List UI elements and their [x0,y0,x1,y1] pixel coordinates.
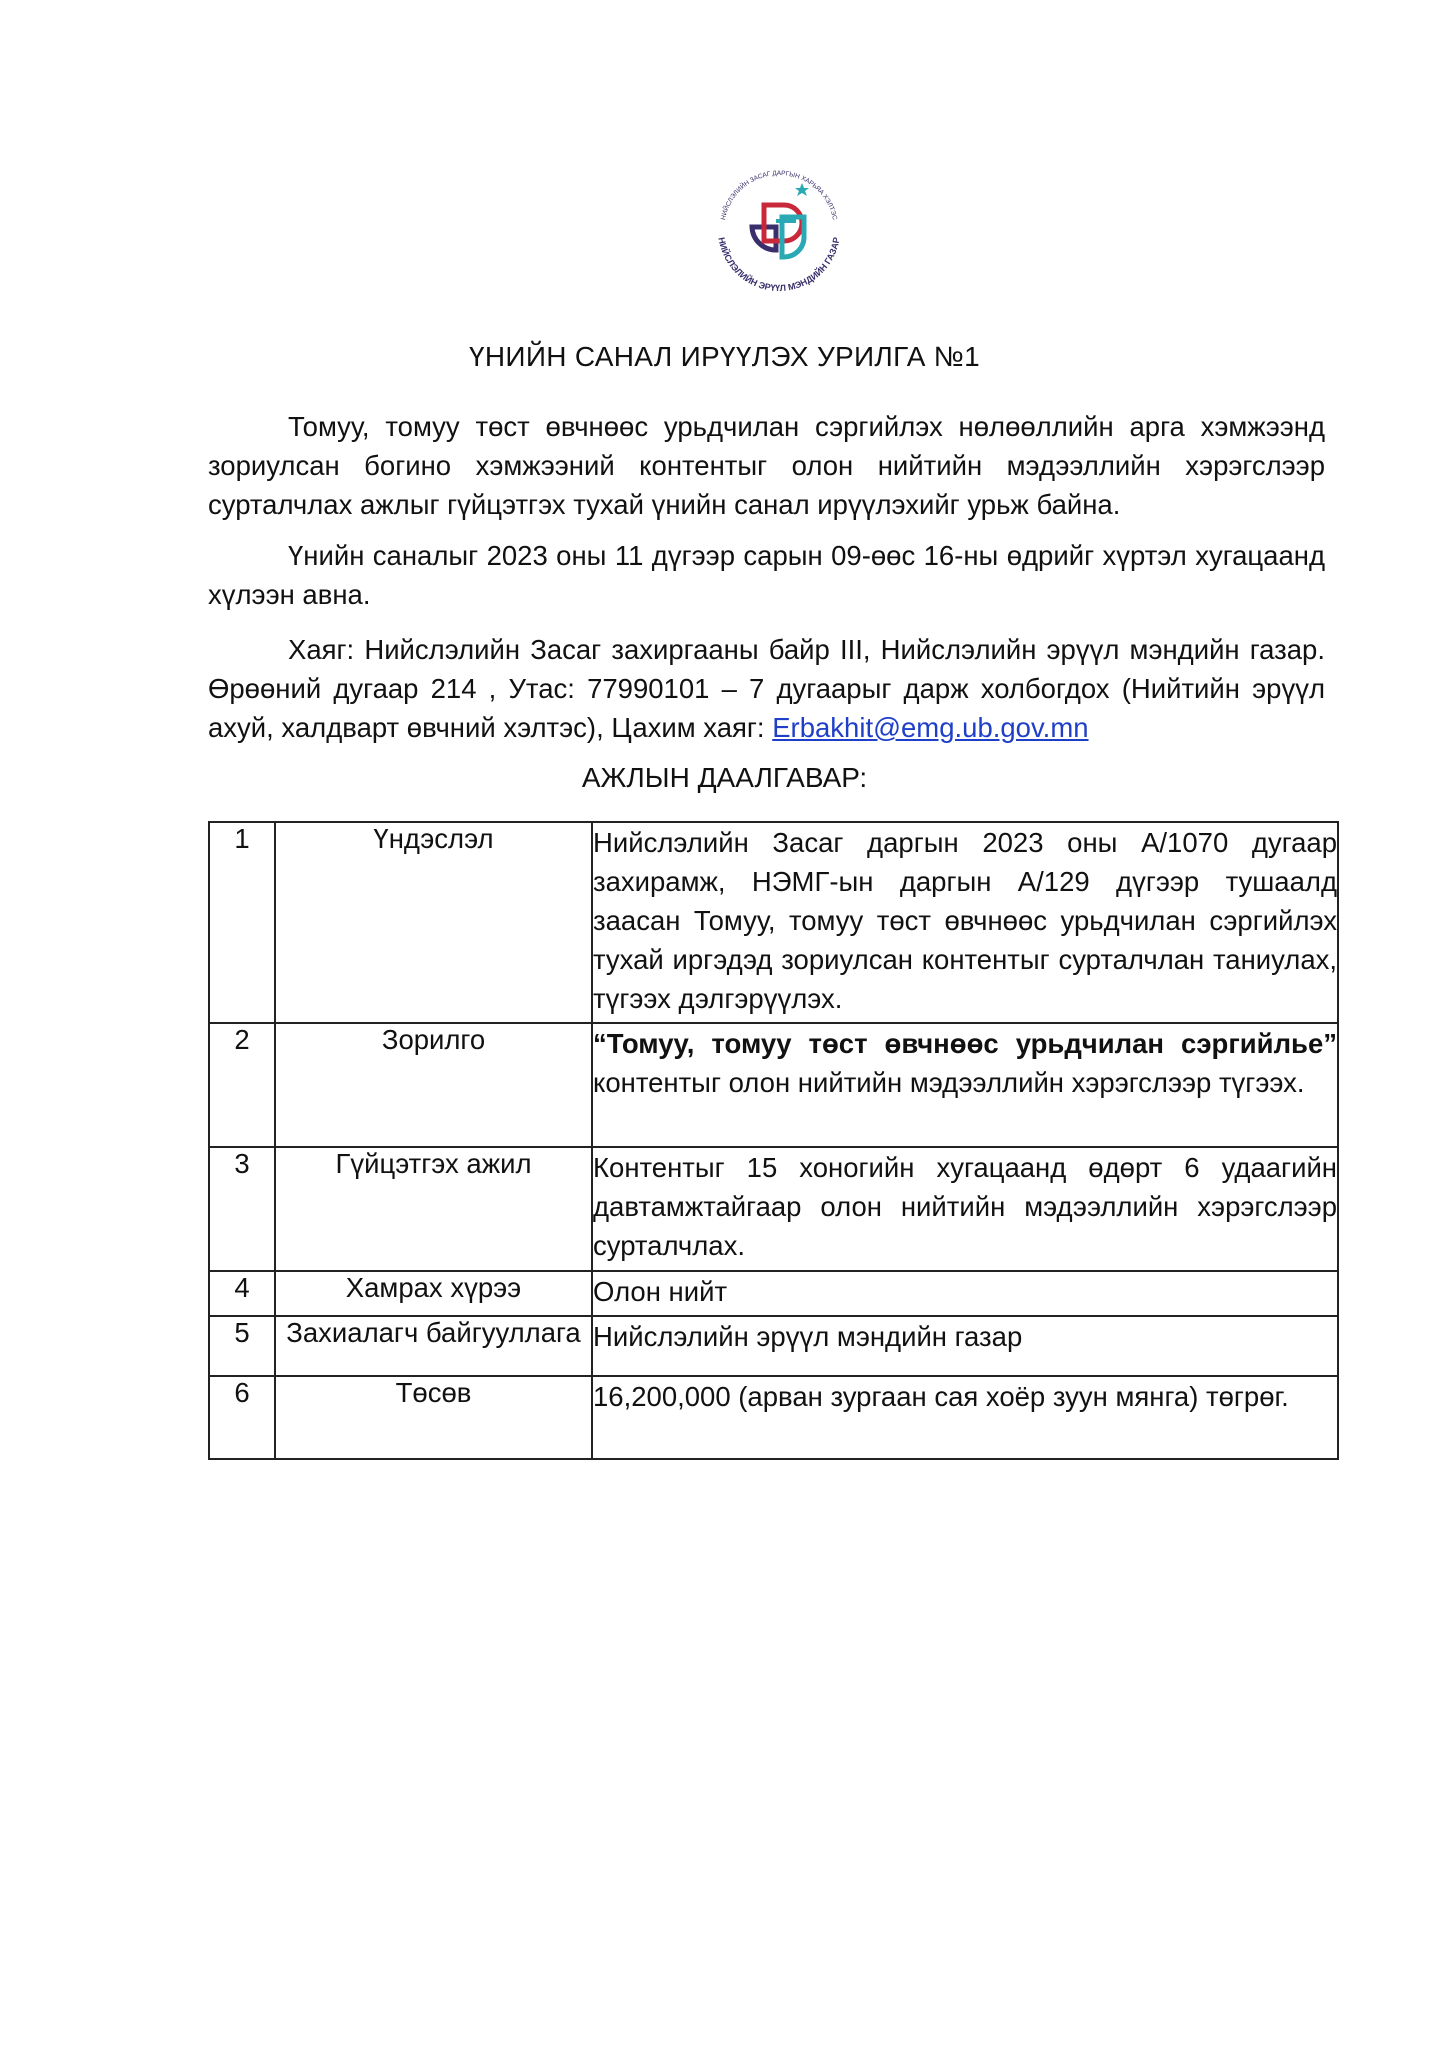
goal-title-bold: “Томуу, томуу төст өвчнөөс урьдчилан сэргийлье” [593,1028,1337,1059]
goal-text: контентыг олон нийтийн мэдээллийн хэрэгслээр түгээх. [593,1067,1305,1098]
document-title: ҮНИЙН САНАЛ ИРҮҮЛЭХ УРИЛГА №1 [469,341,980,372]
row-label: Зорилго [275,1023,592,1147]
row-description: Контентыг 15 хоногийн хугацаанд өдөрт 6 удаагийн давтамжтайгаар олон нийтийн мэдээллийн хэрэгслээр сурталчлах. [592,1147,1338,1271]
logo-ring-top-text: НИЙСЛЭЛИЙН ЗАСАГ ДАРГЫН ХАРЬЯА ХЭЛТЭС [719,170,839,221]
row-label: Хамрах хүрээ [275,1271,592,1316]
table-row [209,1271,1338,1316]
tasks-table [208,821,1339,1460]
deadline-paragraph: Үнийн саналыг 2023 оны 11 дүгээр сарын 09-өөс 16-ны өдрийг хүртэл хугацаанд хүлээн авна. [208,540,1325,610]
row-label: Төсөв [275,1376,592,1459]
row-description: 16,200,000 (арван зургаан сая хоёр зуун мянга) төгрөг. [592,1376,1338,1459]
row-number: 2 [209,1023,275,1147]
row-number: 1 [209,822,275,1023]
row-description [592,1023,1338,1147]
row-label: Захиалагч байгууллага [275,1316,592,1376]
address-paragraph [208,630,1325,747]
row-number: 4 [209,1271,275,1316]
logo-emblem-icon [704,155,854,305]
tasks-title: АЖЛЫН ДААЛГАВАР: [581,762,868,793]
table-row [209,1316,1338,1376]
table-row [209,1376,1338,1459]
row-number: 3 [209,1147,275,1271]
organization-logo [704,155,854,305]
table-row [209,822,1338,1023]
row-description: Олон нийт [592,1271,1338,1316]
address-text: Хаяг: Нийслэлийн Засаг захиргааны байр III, Нийслэлийн эрүүл мэндийн газар. Өрөөний дугаар 214 , Утас: 77990101 – 7 дугаарыг дарж холбогдох (Нийтийн эрүүл ахуй, халдварт өвчний хэлтэс), Цахим хаяг: [208,634,1325,743]
row-description: Нийслэлийн Засаг даргын 2023 оны А/1070 дугаар захирамж, НЭМГ-ын даргын А/129 дүгээр тушаалд заасан Томуу, томуу төст өвчнөөс урьдчилан сэргийлэх тухай иргэдэд зориулсан контентыг сурталчлан таниулах, түгээх дэлгэрүүлэх. [592,822,1338,1023]
table-row [209,1023,1338,1147]
row-description: Нийслэлийн эрүүл мэндийн газар [592,1316,1338,1376]
table-row [209,1147,1338,1271]
logo-ring-bottom-text: НИЙСЛЭЛИЙН ЭРҮҮЛ МЭНДИЙН ГАЗАР [716,236,842,294]
row-label: Үндэслэл [275,822,592,1023]
row-number: 6 [209,1376,275,1459]
row-number: 5 [209,1316,275,1376]
row-label: Гүйцэтгэх ажил [275,1147,592,1271]
intro-paragraph: Томуу, томуу төст өвчнөөс урьдчилан сэргийлэх нөлөөллийн арга хэмжээнд зориулсан богино хэмжээний контентыг олон нийтийн мэдээллийн хэрэгслээр сурталчлах ажлыг гүйцэтгэх тухай үнийн санал ирүүлэхийг урьж байна. [208,411,1325,520]
email-link[interactable]: Erbakhit@emg.ub.gov.mn [772,712,1089,743]
